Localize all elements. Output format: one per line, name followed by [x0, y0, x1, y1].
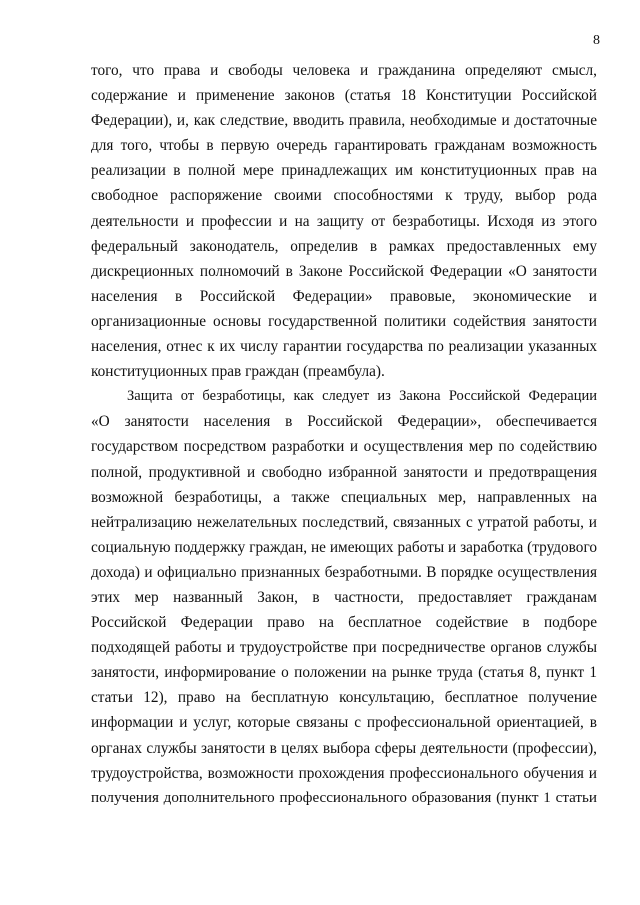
text-line: того, что права и свободы человека и гражданина определяют смысл, — [91, 62, 597, 79]
text-line: подходящей работы и трудоустройстве при посредничестве органов службы — [91, 639, 597, 657]
text-line: населения в Российской Федерации» правовые, экономические и — [91, 287, 597, 305]
text-line: реализации в полной мере принадлежащих им конституционных прав на — [91, 162, 597, 180]
paragraph-2 — [91, 384, 597, 811]
text-line: нейтрализацию нежелательных последствий, связанных с утратой работы, и — [91, 513, 597, 531]
text-line: Российской Федерации право на бесплатное содействие в подборе — [91, 614, 597, 632]
text-line: содержание и применение законов (статья 18 Конституции Российской — [91, 87, 597, 105]
text-line: Защита от безработицы, как следует из Закона Российской Федерации — [127, 388, 597, 405]
text-line: полной, продуктивной и свободно избранной занятости и предотвращения — [91, 463, 597, 481]
text-line: для того, чтобы в первую очередь гарантировать гражданам возможность — [91, 137, 597, 155]
text-line: государством посредством разработки и осуществления мер по содействию — [91, 438, 597, 456]
text-line: федеральный законодатель, определив в рамках предоставленных ему — [91, 237, 597, 255]
text-line: возможной безработицы, а также специальных мер, направленных на — [91, 488, 597, 506]
text-line: органах службы занятости в целях выбора сферы деятельности (профессии), — [91, 739, 597, 757]
text-line: получения дополнительного профессионального образования (пункт 1 статьи — [91, 789, 597, 806]
text-line: социальную поддержку граждан, не имеющих работы и заработка (трудового — [91, 538, 597, 556]
text-line: этих мер названный Закон, в частности, предоставляет гражданам — [91, 588, 597, 606]
text-line: конституционных прав граждан (преамбула). — [91, 363, 385, 381]
text-line: организационные основы государственной политики содействия занятости — [91, 312, 597, 330]
text-line: дохода) и официально признанных безработными. В порядке осуществления — [91, 563, 597, 581]
text-line: Федерации), и, как следствие, вводить правила, необходимые и достаточные — [91, 112, 597, 130]
page-number: 8 — [593, 33, 600, 48]
text-line: свободное распоряжение своими способностями к труду, выбор рода — [91, 187, 597, 205]
text-line: статьи 12), право на бесплатную консультацию, бесплатное получение — [91, 689, 597, 707]
paragraph-1 — [91, 58, 597, 384]
text-line: «О занятости населения в Российской Федерации», обеспечивается — [91, 413, 597, 431]
text-line: деятельности и профессии и на защиту от безработицы. Исходя из этого — [91, 212, 597, 230]
text-line: населения, отнес к их числу гарантии государства по реализации указанных — [91, 338, 597, 356]
document-body — [91, 58, 597, 811]
text-line: трудоустройства, возможности прохождения профессионального обучения и — [91, 764, 597, 782]
text-line: занятости, информирование о положении на рынке труда (статья 8, пункт 1 — [91, 664, 597, 682]
text-line: информации и услуг, которые связаны с профессиональной ориентацией, в — [91, 714, 597, 732]
text-line: дискреционных полномочий в Законе Российской Федерации «О занятости — [91, 262, 597, 280]
